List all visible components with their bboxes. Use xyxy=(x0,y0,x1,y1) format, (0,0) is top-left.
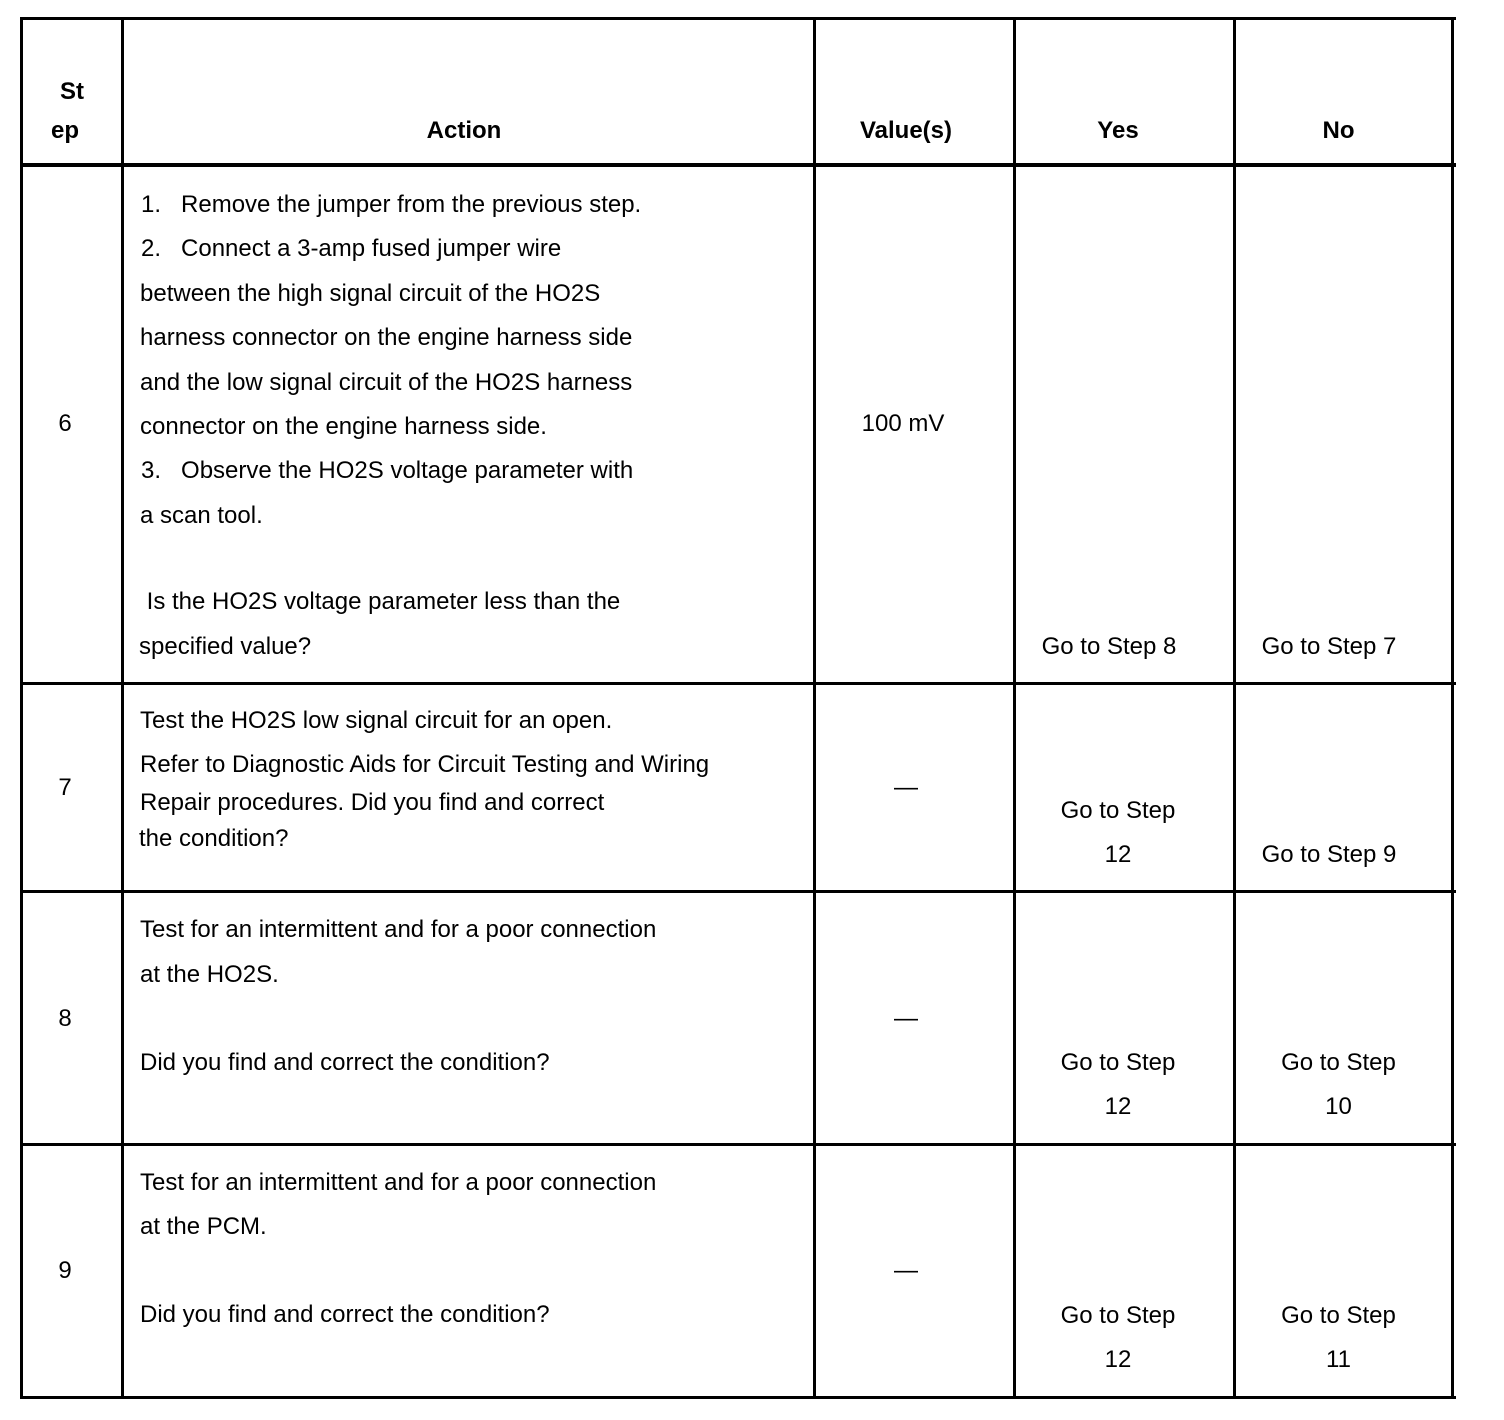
no-cell: Go to Step xyxy=(1281,1049,1396,1076)
action-line: Did you find and correct the condition? xyxy=(140,1301,550,1328)
yes-cell: 12 xyxy=(1104,1346,1132,1373)
column-separator xyxy=(813,17,816,1399)
action-line: 3. Observe the HO2S voltage parameter with xyxy=(141,457,634,484)
action-line: connector on the engine harness side. xyxy=(140,413,547,440)
action-line: Test the HO2S low signal circuit for an open. xyxy=(140,707,613,734)
header-step-line1: St xyxy=(60,78,84,105)
table-border-bottom xyxy=(20,1396,1456,1399)
value-cell: — xyxy=(894,774,918,801)
step-number: 9 xyxy=(58,1257,72,1284)
table-border-left xyxy=(20,17,23,1399)
column-separator xyxy=(121,17,124,1399)
yes-cell: Go to Step xyxy=(1060,1302,1176,1329)
no-cell: 11 xyxy=(1326,1346,1351,1373)
table-border-top xyxy=(20,17,1456,20)
header-yes: Yes xyxy=(1097,117,1139,144)
value-cell: 100 mV xyxy=(861,410,945,437)
action-line: a scan tool. xyxy=(140,502,263,529)
yes-cell: Go to Step xyxy=(1060,1049,1176,1076)
step-number: 8 xyxy=(58,1005,72,1032)
action-line: Is the HO2S voltage parameter less than the xyxy=(140,588,621,615)
yes-cell: Go to Step xyxy=(1060,797,1176,824)
action-line: harness connector on the engine harness side xyxy=(140,324,633,351)
step-number: 7 xyxy=(58,774,72,801)
header-values: Value(s) xyxy=(859,117,953,144)
column-separator xyxy=(1233,17,1236,1399)
header-separator xyxy=(20,163,1456,167)
value-cell: — xyxy=(894,1005,918,1032)
header-action: Action xyxy=(426,117,502,144)
row-separator xyxy=(20,890,1456,893)
no-cell: Go to Step 9 xyxy=(1261,841,1397,868)
no-cell: 10 xyxy=(1325,1093,1352,1120)
action-line: specified value? xyxy=(139,633,312,660)
action-line: 2. Connect a 3-amp fused jumper wire xyxy=(141,235,562,262)
row-separator xyxy=(20,1143,1456,1146)
row-separator xyxy=(20,682,1456,685)
diagnostic-table xyxy=(20,17,1456,1399)
step-number: 6 xyxy=(58,410,72,437)
yes-cell: 12 xyxy=(1104,841,1132,868)
value-cell: — xyxy=(894,1257,918,1284)
yes-cell: Go to Step 8 xyxy=(1041,633,1177,660)
action-line: and the low signal circuit of the HO2S harness xyxy=(140,369,633,396)
header-step-line2: ep xyxy=(50,117,79,144)
action-line: Repair procedures. Did you find and correct xyxy=(140,789,605,816)
column-separator xyxy=(1013,17,1016,1399)
action-line: Refer to Diagnostic Aids for Circuit Testing and Wiring xyxy=(140,751,710,778)
action-line: at the HO2S. xyxy=(140,961,279,988)
action-line: between the high signal circuit of the HO2S xyxy=(140,280,601,307)
no-cell: Go to Step 7 xyxy=(1261,633,1397,660)
action-line: at the PCM. xyxy=(140,1213,267,1240)
action-line: the condition? xyxy=(139,825,289,852)
action-line: 1. Remove the jumper from the previous step. xyxy=(141,191,642,218)
action-line: Did you find and correct the condition? xyxy=(140,1049,550,1076)
table-border-right xyxy=(1451,17,1454,1399)
no-cell: Go to Step xyxy=(1281,1302,1396,1329)
action-line: Test for an intermittent and for a poor connection xyxy=(140,1169,657,1196)
yes-cell: 12 xyxy=(1104,1093,1132,1120)
action-line: Test for an intermittent and for a poor connection xyxy=(140,916,657,943)
header-no: No xyxy=(1322,117,1355,144)
